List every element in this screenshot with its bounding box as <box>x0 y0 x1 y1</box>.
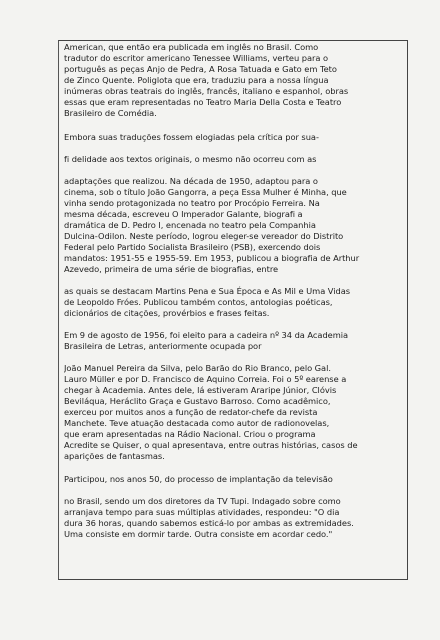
text-line: mesma década, escreveu O Imperador Galante, biografi a <box>64 209 303 219</box>
text-line: chegar à Academia. Antes dele, lá estiveram Araripe Júnior, Clóvis <box>64 385 337 395</box>
text-line: Federal pelo Partido Socialista Brasileiro (PSB), exercendo dois <box>64 242 321 252</box>
text-line: de Leopoldo Fróes. Publicou também contos, antologias poéticas, <box>64 297 333 307</box>
text-line: João Manuel Pereira da Silva, pelo Barão do Rio Branco, pelo Gal. <box>64 363 331 373</box>
text-line: de Zinco Quente. Poliglota que era, traduziu para a nossa língua <box>64 75 329 85</box>
text-line: dicionários de citações, provérbios e frases feitas. <box>64 308 270 318</box>
text-line: vinha sendo protagonizada no teatro por Procópio Ferreira. Na <box>64 198 320 208</box>
text-line: adaptações que realizou. Na década de 1950, adaptou para o <box>64 176 318 186</box>
text-line: American, que então era publicada em inglês no Brasil. Como <box>64 42 319 52</box>
text-line: Participou, nos anos 50, do processo de implantação da televisão <box>64 474 333 484</box>
text-line: Uma consiste em dormir tarde. Outra consiste em acordar cedo." <box>64 529 333 539</box>
text-line: as quais se destacam Martins Pena e Sua Época e As Mil e Uma Vidas <box>64 286 351 296</box>
text-line: Manchete. Teve atuação destacada como autor de radionovelas, <box>64 418 330 428</box>
text-line: Azevedo, primeira de uma série de biografias, entre <box>64 264 279 274</box>
text-line: inúmeras obras teatrais do inglês, francês, italiano e espanhol, obras <box>64 86 349 96</box>
text-line: português as peças Anjo de Pedra, A Rosa Tatuada e Gato em Teto <box>64 64 337 74</box>
text-line: no Brasil, sendo um dos diretores da TV Tupi. Indagado sobre como <box>64 496 341 506</box>
text-line: Brasileiro de Comédia. <box>64 108 157 118</box>
text-line: dura 36 horas, quando sabemos esticá-lo por ambas as extremidades. <box>64 518 354 528</box>
text-line: fi delidade aos textos originais, o mesmo não ocorreu com as <box>64 154 317 164</box>
text-line: arranjava tempo para suas múltiplas atividades, respondeu: "O dia <box>64 507 340 517</box>
text-line: Brasileira de Letras, anteriormente ocupada por <box>64 341 262 351</box>
text-line: exerceu por muitos anos a função de redator-chefe da revista <box>64 407 318 417</box>
text-line: mandatos: 1951-55 e 1955-59. Em 1953, publicou a biografia de Arthur <box>64 253 360 263</box>
text-line: dramática de D. Pedro I, encenada no teatro pela Companhia <box>64 220 316 230</box>
text-line: essas que eram representadas no Teatro Maria Della Costa e Teatro <box>64 97 342 107</box>
text-line: Lauro Müller e por D. Francisco de Aquino Correia. Foi o 5º earense a <box>64 374 347 384</box>
text-line: Acredite se Quiser, o qual apresentava, entre outras histórias, casos de <box>64 440 358 450</box>
text-line: Em 9 de agosto de 1956, foi eleito para a cadeira nº 34 da Academia <box>64 330 349 340</box>
text-line: que eram apresentadas na Rádio Nacional. Criou o programa <box>64 429 316 439</box>
text-line: tradutor do escritor americano Tenessee Williams, verteu para o <box>64 53 329 63</box>
text-line: cinema, sob o título João Gangorra, a peça Essa Mulher é Minha, que <box>64 187 347 197</box>
text-line: Beviláqua, Heráclito Graça e Gustavo Barroso. Como acadêmico, <box>64 396 331 406</box>
text-line: aparições de fantasmas. <box>64 451 165 461</box>
text-line: Embora suas traduções fossem elogiadas pela crítica por sua- <box>64 132 319 142</box>
text-line: Dulcina-Odilon. Neste período, logrou eleger-se vereador do Distrito <box>64 231 344 241</box>
